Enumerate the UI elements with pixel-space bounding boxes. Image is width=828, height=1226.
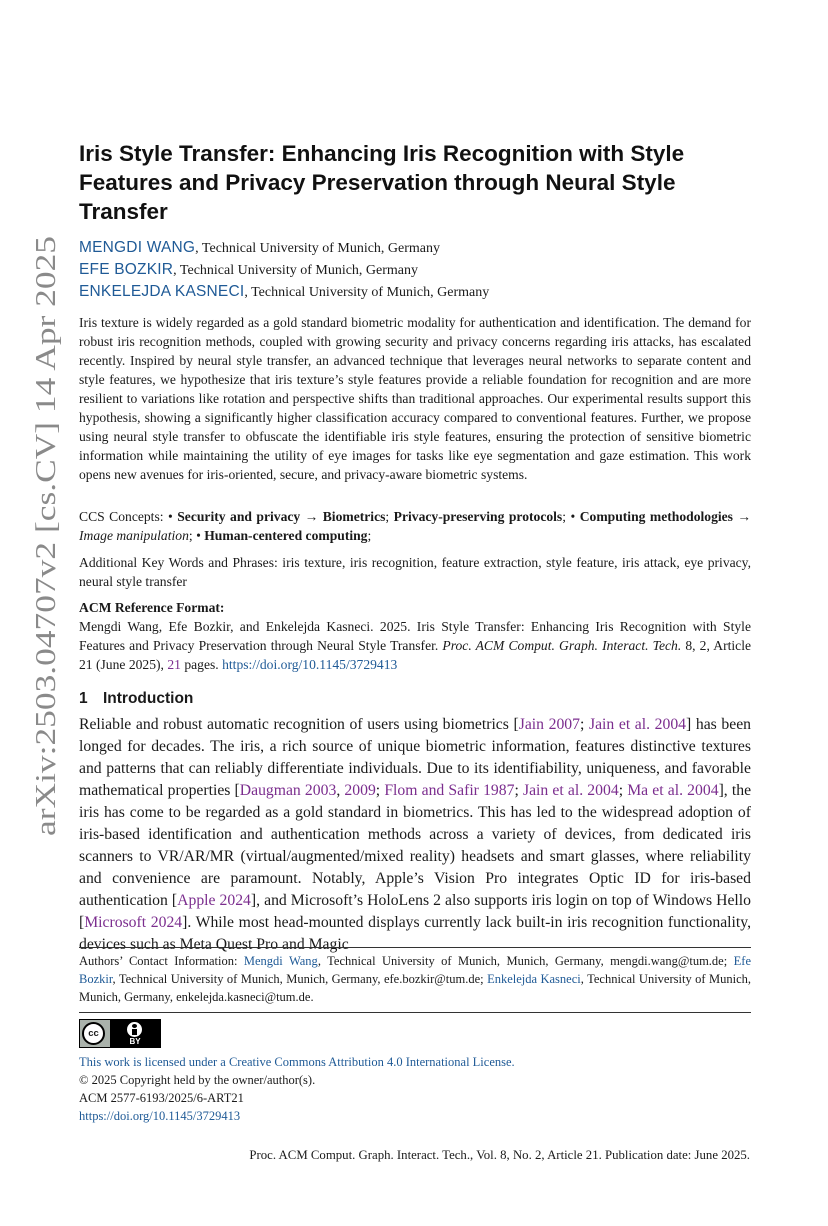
license-link[interactable]: This work is licensed under a Creative Commons Attribution 4.0 International License.: [79, 1055, 515, 1069]
acm-identifier: ACM 2577-6193/2025/6-ART21: [79, 1091, 244, 1105]
ccs-concept: Security and privacy: [177, 509, 301, 524]
author-entry: [79, 259, 751, 281]
acm-reference-text: 8, 2, Article 21 (June 2025),: [79, 638, 752, 672]
body-text: ;: [618, 782, 628, 799]
body-text: ], the iris has come to be regarded as a gold standard in biometrics. This has led to the widespread adoption of iris-based identification and authentication methods across a variety of devices, from dedicated iris scanners to VR/AR/MR (virtual/augmented/mixed reality) headsets and smart glasses, where reliability and convenience are paramount. Notably, Apple’s Vision Pro integrates Optic ID for iris-based authentication [: [79, 782, 752, 909]
copyright-notice: © 2025 Copyright held by the owner/author(s).: [79, 1073, 316, 1087]
author-affiliation: , Technical University of Munich, Germany: [195, 241, 441, 256]
citation-link[interactable]: Microsoft 2024: [84, 914, 183, 931]
ccs-label: CCS Concepts:: [79, 509, 168, 524]
attribution-person-icon: [127, 1022, 142, 1037]
title-line-2: Features and Privacy Preservation through Neural Style: [79, 170, 676, 195]
body-text: ] has been longed for decades. The iris, a rich source of unique biometric information, features distinctive textures and patterns that can reliably differentiate individuals. Due to its identifiability, uniqueness, and favorable mathematical properties [: [79, 716, 752, 799]
body-text: ]. While most head-mounted displays currently lack built-in iris recognition functionality, devices such as Meta Quest Pro and Magic: [79, 914, 751, 953]
author-contact-link[interactable]: Enkelejda Kasneci: [487, 972, 581, 986]
license-block: [79, 1053, 751, 1125]
intro-paragraph: [79, 714, 751, 956]
ccs-concept: Computing methodologies: [579, 509, 733, 524]
contact-text: , Technical University of Munich, Munich, Germany, efe.bozkir@tum.de;: [112, 972, 488, 986]
ccs-separator: ;: [385, 509, 394, 524]
contact-text: Authors’ Contact Information:: [79, 954, 244, 968]
ccs-arrow: →: [732, 509, 752, 524]
section-number: 1: [79, 690, 88, 707]
ccs-concept: Biometrics: [322, 509, 386, 524]
citation-link[interactable]: Flom and Safir 1987: [384, 782, 515, 799]
body-text: Reliable and robust automatic recognition of users using biometrics [: [79, 716, 519, 733]
by-label: BY: [129, 1037, 141, 1046]
paper-title: [79, 139, 751, 226]
body-text: ], and Microsoft’s HoloLens 2 also supports iris login on top of Windows Hello [: [79, 892, 751, 931]
citation-link[interactable]: Apple 2024: [177, 892, 251, 909]
ccs-concept: Human-centered computing: [204, 528, 368, 543]
acm-reference-heading: ACM Reference Format:: [79, 600, 225, 615]
ccs-separator: ;: [188, 528, 197, 543]
page-count-link[interactable]: 21: [167, 657, 181, 672]
citation-link[interactable]: 2009: [344, 782, 376, 799]
cc-by-license-badge[interactable]: [79, 1019, 161, 1048]
ccs-separator: ;: [562, 509, 571, 524]
citation-link[interactable]: Jain et al. 2004: [522, 782, 619, 799]
author-name[interactable]: MENGDI WANG: [79, 239, 196, 256]
title-line-1: Iris Style Transfer: Enhancing Iris Recognition with Style: [79, 141, 685, 166]
acm-reference: [79, 598, 751, 674]
author-contact-link[interactable]: Efe Bozkir: [79, 954, 751, 986]
keywords: Additional Key Words and Phrases: iris texture, iris recognition, feature extraction, style feature, iris attack, eye privacy, neural style transfer: [79, 555, 751, 589]
ccs-bullet: •: [196, 528, 205, 543]
doi-link[interactable]: https://doi.org/10.1145/3729413: [222, 657, 398, 672]
body-text: ;: [514, 782, 523, 799]
arxiv-stamp-text: arXiv:2503.04707v2 [cs.CV] 14 Apr 2025: [30, 344, 62, 836]
license-divider: [79, 1012, 751, 1013]
section-heading: [79, 690, 193, 708]
section-title: Introduction: [103, 690, 194, 707]
citation-link[interactable]: Jain 2007: [518, 716, 580, 733]
contact-text: , Technical University of Munich, Munich, Germany, mengdi.wang@tum.de;: [317, 954, 734, 968]
arxiv-stamp: [28, 232, 62, 836]
acm-reference-text: Mengdi Wang, Efe Bozkir, and Enkelejda Kasneci. 2025. Iris Style Transfer: Enhancing Iris Recognition with Style Features and Privacy Preservation through Neural Style Transfer.: [79, 619, 751, 653]
acm-reference-text: pages.: [180, 657, 223, 672]
author-entry: [79, 237, 751, 259]
contact-text: , Technical University of Munich, Munich, Germany, enkelejda.kasneci@tum.de.: [79, 972, 752, 1004]
title-line-3: Transfer: [79, 199, 168, 224]
author-contact-link[interactable]: Mengdi Wang: [243, 954, 318, 968]
citation-link[interactable]: Daugman 2003: [239, 782, 337, 799]
citation-link[interactable]: Ma et al. 2004: [627, 782, 719, 799]
body-text: ,: [336, 782, 345, 799]
ccs-concept: Privacy-preserving protocols: [393, 509, 563, 524]
page-footer: Proc. ACM Comput. Graph. Interact. Tech., Vol. 8, No. 2, Article 21. Publication date: June 2025.: [249, 1148, 750, 1162]
author-name[interactable]: ENKELEJDA KASNECI: [79, 283, 245, 300]
abstract: Iris texture is widely regarded as a gold standard biometric modality for authentication and identification. The demand for robust iris recognition methods, coupled with growing security and privacy concerns regarding iris attacks, has escalated recently. Inspired by neural style transfer, an advanced technique that leverages neural networks to separate content and style features, we hypothesize that iris texture’s style features provide a reliable foundation for recognition and are more resilient to variations like rotation and perspective shifts than traditional approaches. Our experimental results support this hypothesis, showing a significantly higher classification accuracy compared to conventional features. Further, we propose using neural style transfer to obfuscate the identifiable iris style features, ensuring the protection of sensitive biometric information while maintaining the utility of eye images for tasks like eye segmentation and gaze estimation. This work opens new avenues for iris-oriented, secure, and privacy-aware biometric systems.: [79, 315, 751, 482]
ccs-end: ;: [367, 528, 372, 543]
citation-link[interactable]: Jain et al. 2004: [588, 716, 687, 733]
author-name[interactable]: EFE BOZKIR: [79, 261, 174, 278]
ccs-arrow: →: [300, 509, 323, 524]
ccs-bullet: •: [168, 509, 178, 524]
ccs-bullet: •: [570, 509, 580, 524]
cc-icon: cc: [82, 1022, 105, 1045]
author-affiliation: , Technical University of Munich, Germany: [173, 263, 419, 278]
journal-name: Proc. ACM Comput. Graph. Interact. Tech.: [442, 638, 682, 653]
footnote-divider: [79, 947, 751, 948]
license-doi-link[interactable]: https://doi.org/10.1145/3729413: [79, 1109, 241, 1123]
body-text: ;: [375, 782, 385, 799]
ccs-concepts: [79, 507, 751, 545]
author-list: [79, 237, 751, 303]
author-entry: [79, 281, 751, 303]
author-contact-info: [79, 952, 751, 1006]
body-text: ;: [579, 716, 589, 733]
author-affiliation: , Technical University of Munich, Germany: [244, 285, 490, 300]
ccs-concept: Image manipulation: [79, 528, 189, 543]
